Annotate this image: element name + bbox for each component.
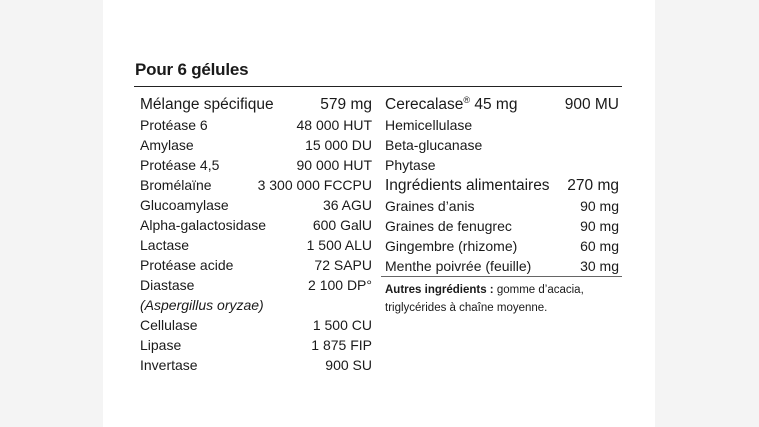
ingredient-name: Protéase 4,5 xyxy=(140,157,220,173)
ingredient-row xyxy=(385,196,619,216)
ingredient-row xyxy=(385,236,619,256)
title-rule xyxy=(134,86,622,87)
ingredient-amount: 45 mg xyxy=(474,96,518,113)
ingredient-row xyxy=(385,256,619,276)
ingredient-row xyxy=(140,235,372,255)
ingredient-row xyxy=(140,315,372,335)
other-ingredients-text-2: triglycérides à chaîne moyenne. xyxy=(385,302,548,314)
ingredient-row xyxy=(385,115,619,135)
ingredient-name: Gingembre (rhizome) xyxy=(385,238,518,254)
other-ingredients-rule xyxy=(381,276,622,277)
ingredient-row xyxy=(385,135,619,155)
section-title: Pour 6 gélules xyxy=(135,60,249,79)
ingredient-row xyxy=(140,335,372,355)
ingredient-value: 1 500 ALU xyxy=(306,237,372,253)
ingredient-row xyxy=(140,355,372,375)
ingredient-value: 48 000 HUT xyxy=(296,117,372,133)
ingredient-name: Ingrédients alimentaires xyxy=(385,177,550,194)
ingredient-value: 90 000 HUT xyxy=(296,157,372,173)
ingredient-value: 36 AGU xyxy=(322,197,372,213)
left-ingredient-column xyxy=(140,94,372,375)
right-ingredient-column xyxy=(385,94,619,276)
ingredient-value: 1 875 FIP xyxy=(311,337,372,353)
registered-mark: ® xyxy=(463,94,471,105)
other-ingredients xyxy=(385,281,625,317)
ingredient-row xyxy=(385,216,619,236)
ingredient-value: 90 mg xyxy=(580,198,619,214)
ingredient-row xyxy=(140,175,372,195)
ingredient-value: 15 000 DU xyxy=(305,137,372,153)
ingredient-name: Cerecalase xyxy=(385,96,464,113)
ingredient-group-row xyxy=(140,94,372,115)
ingredient-row xyxy=(140,195,372,215)
ingredient-name: Graines de fenugrec xyxy=(385,218,512,234)
ingredient-row xyxy=(140,215,372,235)
ingredient-name: Glucoamylase xyxy=(140,197,229,213)
ingredient-value: 30 mg xyxy=(580,258,619,274)
ingredient-name: Amylase xyxy=(140,137,194,153)
ingredient-name: Diastase xyxy=(140,277,195,293)
ingredient-value: 72 SAPU xyxy=(314,257,372,273)
ingredient-row-cerecalase xyxy=(385,94,619,115)
ingredient-row xyxy=(140,255,372,275)
ingredient-row xyxy=(140,155,372,175)
ingredient-value: 60 mg xyxy=(580,238,619,254)
ingredient-group-row xyxy=(385,175,619,196)
ingredient-name: Hemicellulase xyxy=(385,117,473,133)
ingredient-name: Bromélaïne xyxy=(140,177,212,193)
ingredient-value: 1 500 CU xyxy=(312,317,372,333)
ingredient-value: 2 100 DP° xyxy=(308,277,372,293)
ingredient-name: Phytase xyxy=(385,157,436,173)
ingredient-row xyxy=(140,135,372,155)
ingredient-name: Protéase acide xyxy=(140,257,234,273)
other-ingredients-text: gomme d’acacia, xyxy=(493,284,584,296)
ingredient-value: 579 mg xyxy=(320,96,372,113)
ingredient-name: (Aspergillus oryzae) xyxy=(140,297,264,313)
ingredient-row xyxy=(385,155,619,175)
ingredient-name: Beta-glucanase xyxy=(385,137,483,153)
ingredient-name: Mélange spécifique xyxy=(140,96,274,113)
ingredient-row xyxy=(140,295,372,315)
other-ingredients-label: Autres ingrédients : xyxy=(385,284,494,296)
ingredient-name: Lipase xyxy=(140,337,182,353)
ingredient-row xyxy=(140,115,372,135)
ingredient-name: Graines d’anis xyxy=(385,198,475,214)
ingredient-value: 900 MU xyxy=(564,96,619,113)
ingredient-row xyxy=(140,275,372,295)
ingredient-value: 90 mg xyxy=(580,218,619,234)
ingredient-name: Alpha-galactosidase xyxy=(140,217,267,233)
ingredient-value: 270 mg xyxy=(567,177,619,194)
ingredient-name: Protéase 6 xyxy=(140,117,208,133)
ingredient-name: Menthe poivrée (feuille) xyxy=(385,258,532,274)
ingredient-value: 3 300 000 FCCPU xyxy=(257,177,372,193)
ingredient-name: Lactase xyxy=(140,237,190,253)
ingredient-value: 900 SU xyxy=(325,357,372,373)
ingredient-name: Invertase xyxy=(140,357,198,373)
ingredient-value: 600 GalU xyxy=(312,217,372,233)
ingredient-name: Cellulase xyxy=(140,317,198,333)
